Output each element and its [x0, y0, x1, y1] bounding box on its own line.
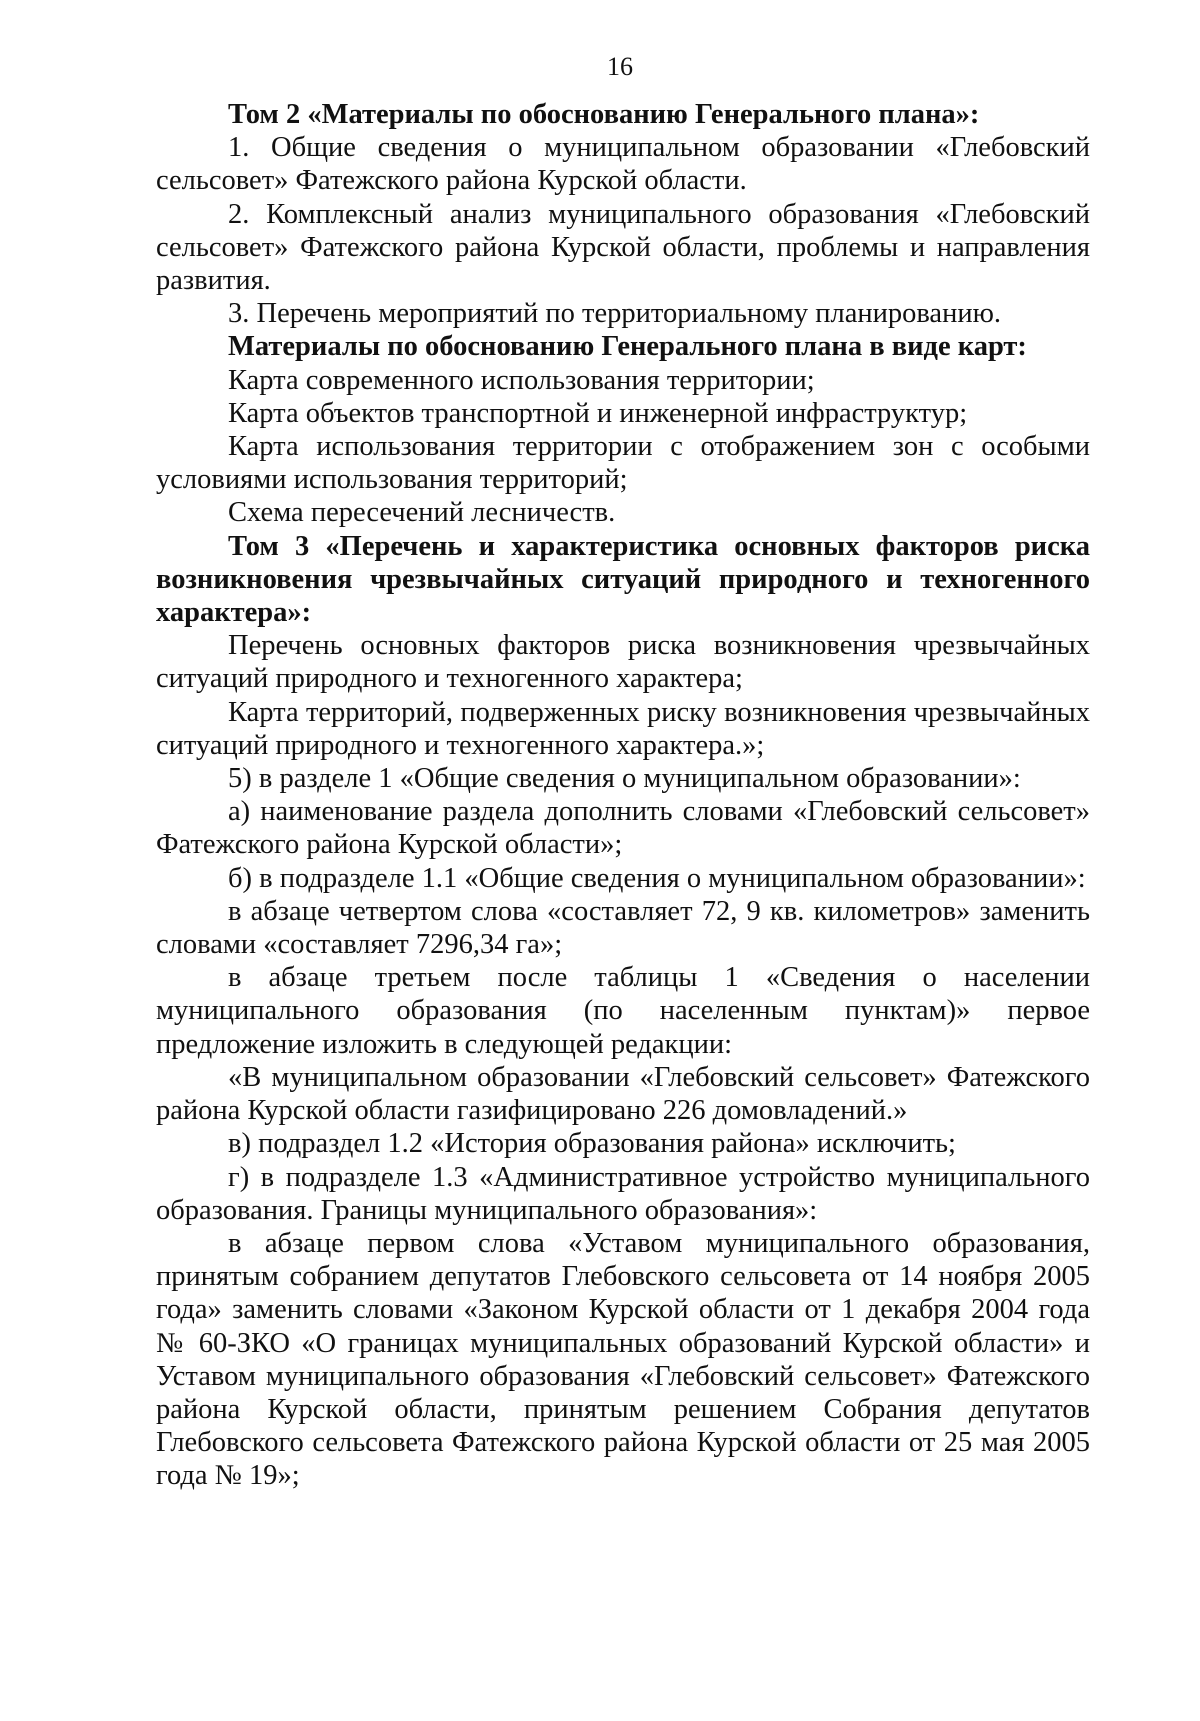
amendment-5v: в) подраздел 1.2 «История образования района» исключить;: [228, 1128, 956, 1160]
volume-3-heading: Том 3 «Перечень и характеристика основных факторов риска возникновения чрезвычайных ситуаций природного и техногенного характера»:: [156, 530, 1090, 629]
map-item-1: Карта современного использования территории;: [228, 364, 815, 396]
amendment-5g-para-1: в абзаце первом слова «Уставом муниципального образования, принятым собранием депутатов Глебовского сельсовета от 14 ноября 2005 года» заменить словами «Законом Курской области от 1 декабря 2004 года № 60-ЗКО «О границах муниципальных образований Курской области» и Уставом муниципального образования «Глебовский сельсовет» Фатежского района Курской области, принятым решением Собрания депутатов Глебовского сельсовета Фатежского района Курской области от 25 мая 2005 года № 19»;: [156, 1227, 1090, 1492]
volume-2-item-3: 3. Перечень мероприятий по территориальному планированию.: [228, 298, 1001, 330]
amendment-5: 5) в разделе 1 «Общие сведения о муниципальном образовании»:: [228, 763, 1021, 795]
map-item-4: Схема пересечений лесничеств.: [228, 497, 616, 529]
volume-3-item-2: Карта территорий, подверженных риску возникновения чрезвычайных ситуаций природного и техногенного характера.»;: [156, 696, 1090, 761]
amendment-5b-para-4: в абзаце четвертом слова «составляет 72, 9 кв. километров» заменить словами «составляет 7296,34 га»;: [156, 895, 1090, 961]
document-body: [156, 98, 1090, 1493]
volume-2-item-1: 1. Общие сведения о муниципальном образовании «Глебовский сельсовет» Фатежского района Курской области.: [156, 132, 1090, 197]
amendment-5g: г) в подразделе 1.3 «Административное устройство муниципального образования. Границы муниципального образования»:: [156, 1161, 1090, 1226]
amendment-5a: а) наименование раздела дополнить словами «Глебовский сельсовет» Фатежского района Курской области»;: [156, 796, 1090, 861]
maps-heading: Материалы по обоснованию Генерального плана в виде карт:: [228, 331, 1027, 363]
amendment-5b-new-text: «В муниципальном образовании «Глебовский сельсовет» Фатежского района Курской области газифицировано 226 домовладений.»: [156, 1061, 1090, 1127]
volume-2-heading: Том 2 «Материалы по обоснованию Генерального плана»:: [228, 99, 980, 130]
volume-2-item-2: 2. Комплексный анализ муниципального образования «Глебовский сельсовет» Фатежского района Курской области, проблемы и направления развития.: [156, 198, 1090, 297]
map-item-2: Карта объектов транспортной и инженерной инфраструктур;: [228, 397, 968, 429]
volume-3-item-1: Перечень основных факторов риска возникновения чрезвычайных ситуаций природного и техногенного характера;: [156, 630, 1090, 695]
amendment-5b-para-3: в абзаце третьем после таблицы 1 «Сведения о населении муниципального образования (по населенным пунктам)» первое предложение изложить в следующей редакции:: [156, 962, 1090, 1060]
amendment-5b: б) в подразделе 1.1 «Общие сведения о муниципальном образовании»:: [228, 862, 1086, 894]
map-item-3: Карта использования территории с отображением зон с особыми условиями использования территорий;: [156, 431, 1090, 496]
page-number: 16: [607, 52, 633, 81]
